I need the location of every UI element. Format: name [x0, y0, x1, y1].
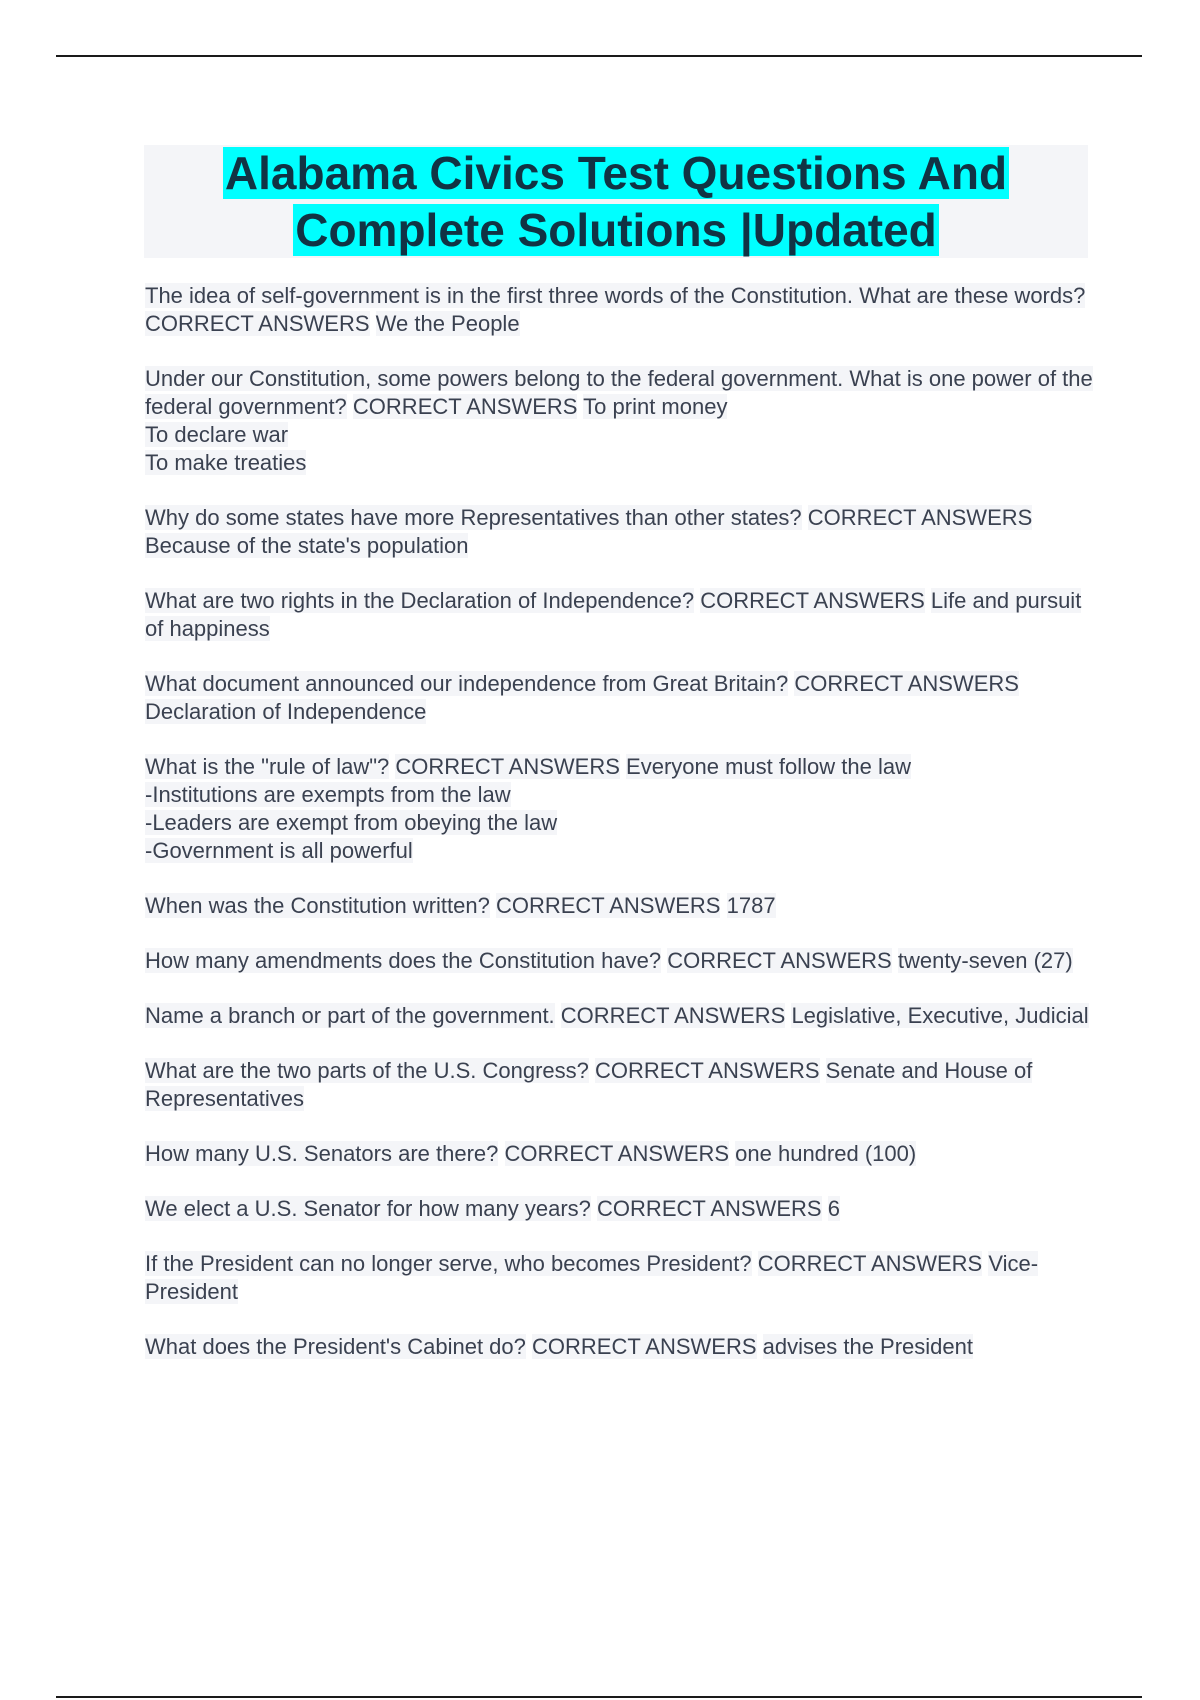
qa-item — [145, 1002, 1095, 1030]
qa-list — [145, 282, 1095, 1388]
question-text: What is the "rule of law"? — [145, 754, 390, 779]
answer-label: CORRECT ANSWERS — [700, 588, 925, 613]
qa-item — [145, 587, 1095, 643]
answer-text: Declaration of Independence — [145, 699, 427, 724]
answer-text: Everyone must follow the law — [626, 754, 911, 779]
qa-item — [145, 1057, 1095, 1113]
question-text: How many amendments does the Constitution have? — [145, 948, 662, 973]
answer-label: CORRECT ANSWERS — [597, 1196, 822, 1221]
question-text: If the President can no longer serve, who becomes President? — [145, 1251, 752, 1276]
question-text: What are the two parts of the U.S. Congress? — [145, 1058, 589, 1083]
answer-text: Vice-President — [145, 1251, 1039, 1304]
answer-text: 1787 — [726, 893, 776, 918]
answer-label: CORRECT ANSWERS — [595, 1058, 820, 1083]
question-text: Why do some states have more Representatives than other states? — [145, 505, 802, 530]
answer-label: CORRECT ANSWERS — [145, 311, 370, 336]
answer-text: twenty-seven (27) — [897, 948, 1073, 973]
qa-item — [145, 670, 1095, 726]
answer-text: 6 — [827, 1196, 840, 1221]
qa-item — [145, 1250, 1095, 1306]
qa-item — [145, 1333, 1095, 1361]
answer-text: Legislative, Executive, Judicial — [791, 1003, 1089, 1028]
qa-item — [145, 1195, 1095, 1223]
qa-item — [145, 365, 1095, 477]
answer-option-text: -Institutions are exempts from the law — [145, 782, 511, 807]
qa-item — [145, 1140, 1095, 1168]
answer-option-line — [145, 449, 1095, 477]
answer-option-line — [145, 809, 1095, 837]
answer-text: Life and pursuit of happiness — [145, 588, 1082, 641]
qa-item — [145, 504, 1095, 560]
answer-option-line — [145, 421, 1095, 449]
answer-option-text: To make treaties — [145, 450, 307, 475]
answer-label: CORRECT ANSWERS — [807, 505, 1033, 530]
answer-text: Senate and House of Representatives — [145, 1058, 1033, 1111]
question-text: Under our Constitution, some powers belong to the federal government. What is one power of the federal government? — [145, 366, 1093, 419]
answer-label: CORRECT ANSWERS — [794, 671, 1019, 696]
question-text: The idea of self-government is in the first three words of the Constitution. What are these words? — [145, 283, 1086, 308]
answer-text: Because of the state's population — [145, 533, 469, 558]
document-title-line-2: Complete Solutions |Updated — [295, 204, 937, 256]
question-text: What does the President's Cabinet do? — [145, 1334, 526, 1359]
answer-option-line — [145, 781, 1095, 809]
answer-text: To print money — [583, 394, 728, 419]
question-text: How many U.S. Senators are there? — [145, 1141, 499, 1166]
answer-text: advises the President — [762, 1334, 973, 1359]
question-text: We elect a U.S. Senator for how many years? — [145, 1196, 591, 1221]
answer-option-line — [145, 837, 1095, 865]
answer-label: CORRECT ANSWERS — [532, 1334, 757, 1359]
answer-option-text: -Government is all powerful — [145, 838, 413, 863]
bottom-divider — [56, 1696, 1142, 1698]
answer-label: CORRECT ANSWERS — [560, 1003, 786, 1028]
question-text: When was the Constitution written? — [145, 893, 490, 918]
answer-label: CORRECT ANSWERS — [495, 893, 721, 918]
question-text: What document announced our independence from Great Britain? — [145, 671, 789, 696]
answer-label: CORRECT ANSWERS — [667, 948, 892, 973]
question-text: What are two rights in the Declaration of Independence? — [145, 588, 695, 613]
answer-label: CORRECT ANSWERS — [352, 394, 578, 419]
answer-label: CORRECT ANSWERS — [504, 1141, 730, 1166]
qa-item — [145, 947, 1095, 975]
qa-item — [145, 753, 1095, 865]
top-divider — [56, 55, 1142, 57]
qa-item — [145, 282, 1095, 338]
answer-text: We the People — [375, 311, 520, 336]
title-block — [144, 145, 1088, 258]
answer-option-text: To declare war — [145, 422, 289, 447]
answer-label: CORRECT ANSWERS — [757, 1251, 983, 1276]
question-text: Name a branch or part of the government. — [145, 1003, 555, 1028]
document-title-line-1: Alabama Civics Test Questions And — [224, 147, 1008, 199]
answer-option-text: -Leaders are exempt from obeying the law — [145, 810, 558, 835]
answer-text: one hundred (100) — [735, 1141, 917, 1166]
qa-item — [145, 892, 1095, 920]
answer-label: CORRECT ANSWERS — [395, 754, 620, 779]
